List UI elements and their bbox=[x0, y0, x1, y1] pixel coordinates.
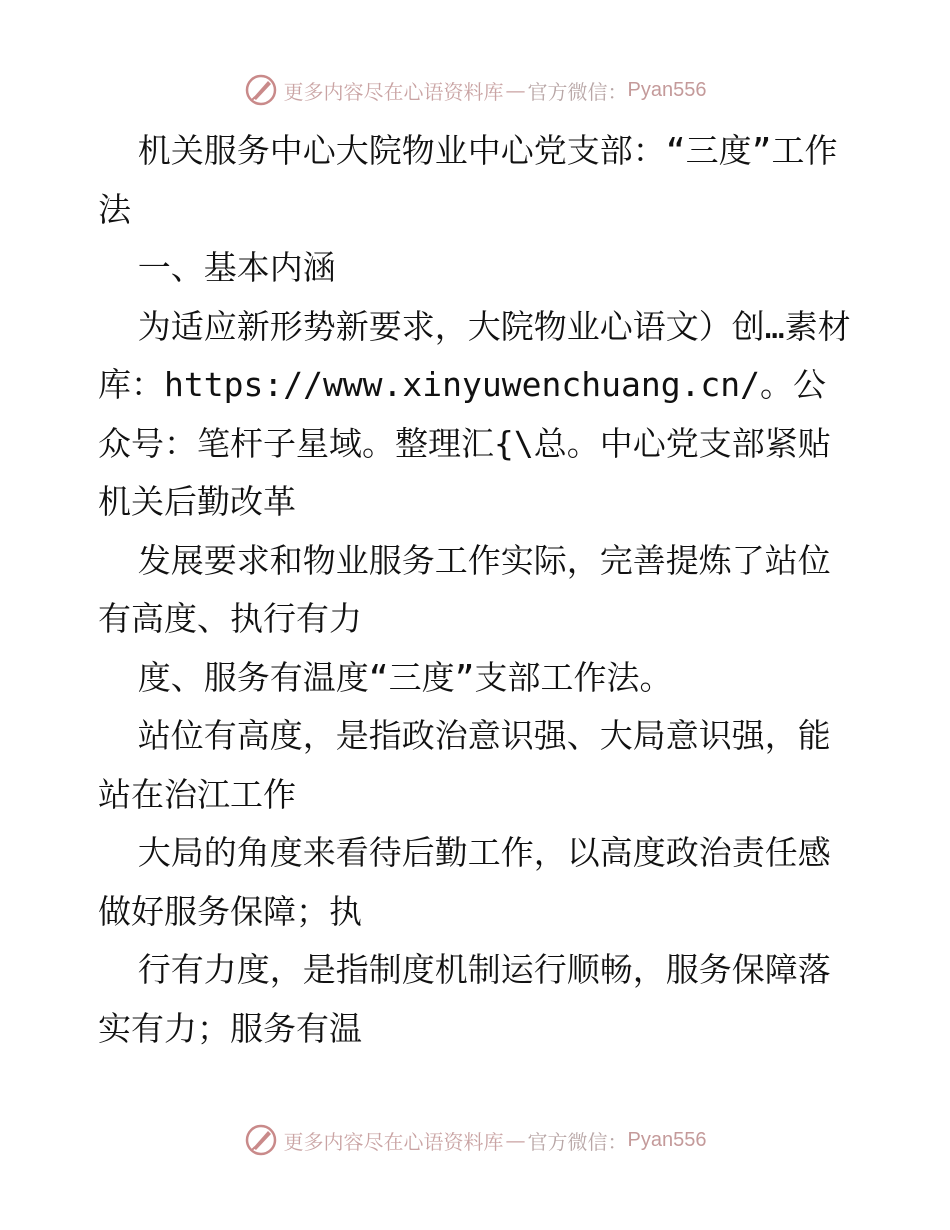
quill-pen-logo-icon bbox=[244, 1123, 278, 1157]
paragraph: 大局的角度来看待后勤工作，以高度政治责任感做好服务保障；执 bbox=[98, 833, 831, 931]
section-heading: 一、基本内涵 bbox=[137, 248, 336, 287]
header-watermark bbox=[0, 70, 950, 110]
paragraph: 站位有高度，是指政治意识强、大局意识强，能站在治江工作 bbox=[98, 716, 831, 814]
paragraph: 为适应新形势新要求，大院物业心语文）创…素材库：https://www.xinyuwenchuang.cn/。公众号：笔杆子星域。整理汇{\总。中心党支部紧贴机关后勤改革 bbox=[98, 306, 851, 521]
watermark-handle: Pyan556 bbox=[627, 1128, 707, 1151]
watermark-handle: Pyan556 bbox=[627, 78, 707, 101]
document-title: 机关服务中心大院物业中心党支部：“三度”工作法 bbox=[98, 131, 838, 229]
watermark-text: 更多内容尽在心语资料库 bbox=[283, 1129, 504, 1154]
paragraph: 度、服务有温度“三度”支部工作法。 bbox=[137, 657, 673, 697]
watermark-label: 官方微信： bbox=[527, 1129, 628, 1154]
paragraph: 发展要求和物业服务工作实际，完善提炼了站位有高度、执行有力 bbox=[98, 540, 831, 638]
quill-pen-logo-icon bbox=[244, 73, 278, 107]
paragraph: 行有力度，是指制度机制运行顺畅，服务保障落实有力；服务有温 bbox=[98, 950, 831, 1048]
watermark-text: 更多内容尽在心语资料库 bbox=[283, 79, 504, 104]
watermark-label: 官方微信： bbox=[527, 79, 628, 104]
watermark-separator: — bbox=[505, 78, 526, 102]
document-body bbox=[98, 122, 858, 1058]
footer-watermark bbox=[0, 1120, 950, 1160]
watermark-separator: — bbox=[505, 1128, 526, 1152]
